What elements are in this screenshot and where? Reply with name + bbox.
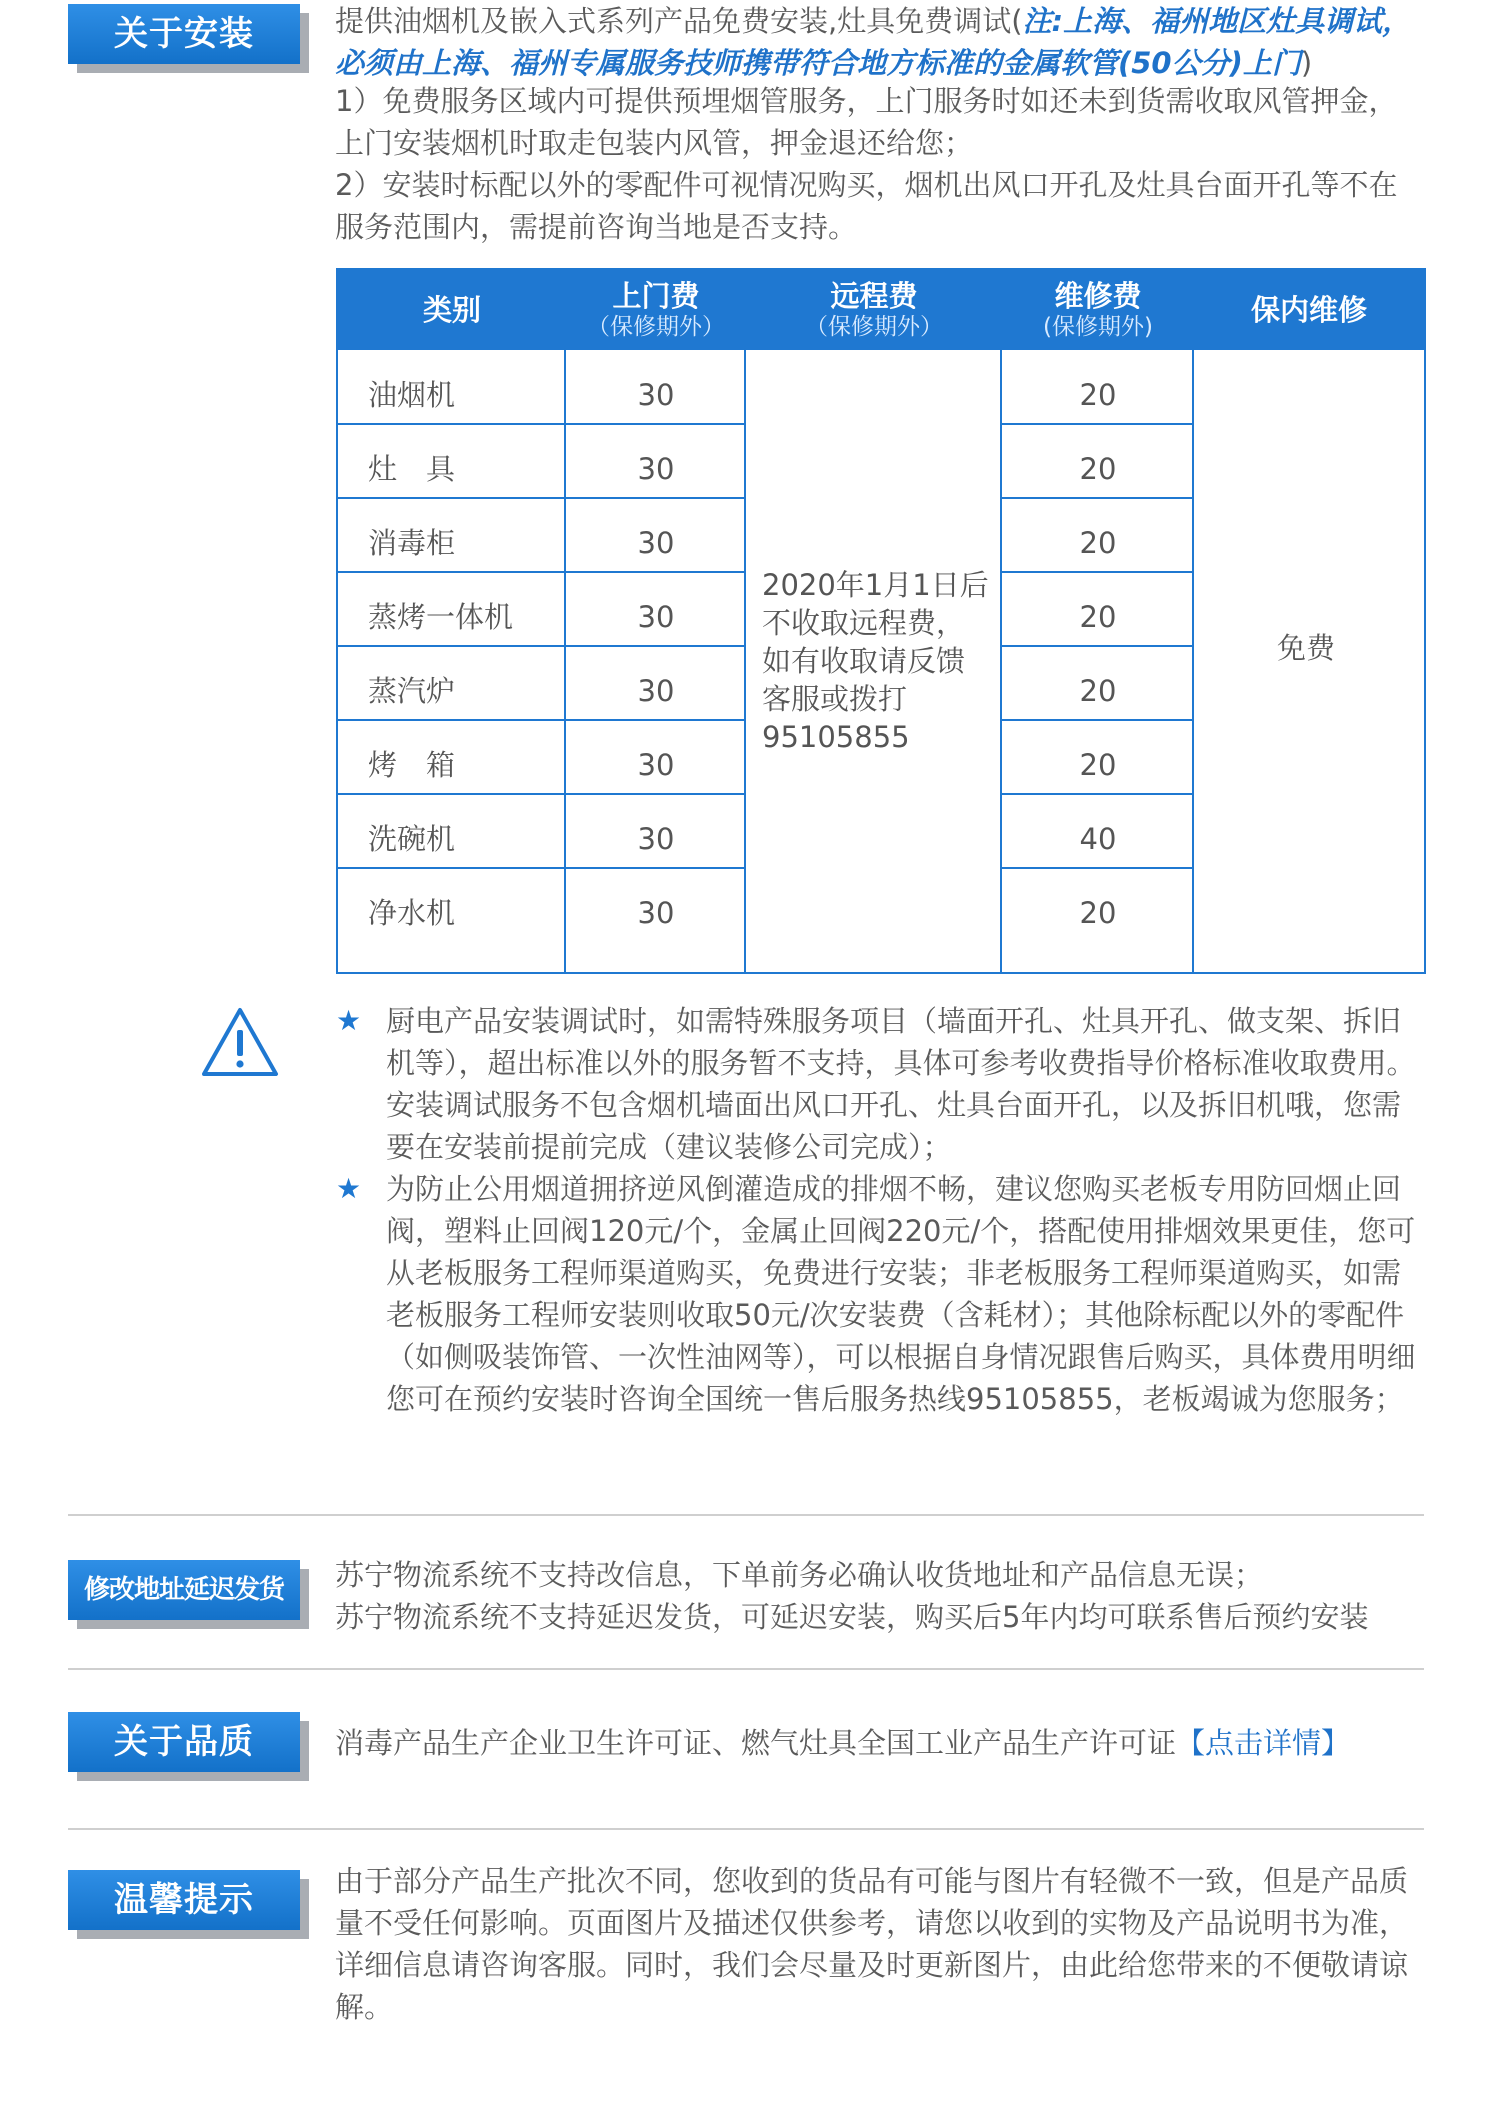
- category-cell: 蒸汽炉: [368, 674, 456, 708]
- note-item: [336, 1000, 1426, 1168]
- install-intro-close: ): [1300, 46, 1313, 80]
- install-intro: [335, 0, 1425, 84]
- visit-fee-cell: 30: [637, 674, 675, 708]
- header-warranty-repair: 保内维修: [1250, 293, 1367, 327]
- category-cell: 油烟机: [368, 378, 456, 412]
- install-intro-highlight: 注:上海、福州地区灶具调试，必须由上海、福州专属服务技师携带符合地方标准的金属软管(50公分)上门: [335, 4, 1412, 80]
- star-bullet-icon: ★: [336, 1172, 362, 1205]
- quality-badge: 关于品质: [68, 1712, 300, 1772]
- visit-fee-cell: 30: [637, 600, 675, 634]
- address-badge: 修改地址延迟发货: [68, 1560, 300, 1620]
- remote-fee-note: 2020年1月1日后不收取远程费，如有收取请反馈客服或拨打95105855: [762, 568, 989, 754]
- address-line-2: 苏宁物流系统不支持延迟发货，可延迟安装，购买后5年内均可联系售后预约安装: [335, 1600, 1369, 1634]
- install-badge: 关于安装: [68, 4, 300, 64]
- visit-fee-cell: 30: [637, 452, 675, 486]
- install-point-1: 1）免费服务区域内可提供预埋烟管服务，上门服务时如还未到货需收取风管押金，上门安装烟机时取走包装内风管，押金退还给您；: [335, 84, 1398, 160]
- section-divider: [68, 1514, 1424, 1516]
- repair-fee-cell: 20: [1079, 378, 1117, 412]
- header-visit-fee: 上门费 （保修期外）: [587, 279, 725, 340]
- visit-fee-cell: 30: [637, 822, 675, 856]
- repair-fee-cell: 20: [1079, 748, 1117, 782]
- note-text: 为防止公用烟道拥挤逆风倒灌造成的排烟不畅，建议您购买老板专用防回烟止回阀，塑料止回阀120元/个，金属止回阀220元/个，搭配使用排烟效果更佳，您可从老板服务工程师渠道购买，免费进行安装；非老板服务工程师渠道购买，如需老板服务工程师安装则收取50元/次安装费（含耗材）；其他除标配以外的零配件（如侧吸装饰管、一次性油网等），可以根据自身情况跟售后购买，具体费用明细您可在预约安装时咨询全国统一售后服务热线95105855，老板竭诚为您服务；: [386, 1172, 1416, 1416]
- header-remote-fee: 远程费 （保修期外）: [805, 279, 943, 340]
- install-point-2: 2）安装时标配以外的零配件可视情况购买，烟机出风口开孔及灶具台面开孔等不在服务范围内，需提前咨询当地是否支持。: [335, 168, 1398, 244]
- install-intro-text: 提供油烟机及嵌入式系列产品免费安装,灶具免费调试(: [335, 4, 1023, 38]
- repair-fee-cell: 20: [1079, 600, 1117, 634]
- visit-fee-cell: 30: [637, 748, 675, 782]
- header-repair-fee: 维修费 (保修期外): [1043, 279, 1153, 340]
- category-cell: 蒸烤一体机: [368, 600, 514, 634]
- note-text: 厨电产品安装调试时，如需特殊服务项目（墙面开孔、灶具开孔、做支架、拆旧机等），超出标准以外的服务暂不支持，具体可参考收费指导价格标准收取费用。安装调试服务不包含烟机墙面出风口开孔、灶具台面开孔，以及拆旧机哦，您需要在安装前提前完成（建议装修公司完成）；: [386, 1004, 1416, 1164]
- repair-fee-cell: 40: [1079, 822, 1117, 856]
- section-divider: [68, 1668, 1424, 1670]
- repair-fee-cell: 20: [1079, 452, 1117, 486]
- visit-fee-cell: 30: [637, 378, 675, 412]
- header-category: 类别: [422, 293, 481, 327]
- category-cell: 消毒柜: [368, 526, 456, 560]
- category-cell: 烤 箱: [368, 748, 456, 782]
- address-line-1: 苏宁物流系统不支持改信息，下单前务必确认收货地址和产品信息无误；: [335, 1558, 1264, 1592]
- quality-text-row: [335, 1722, 1425, 1764]
- star-bullet-icon: ★: [336, 1004, 362, 1037]
- warning-triangle-icon: [200, 1006, 280, 1078]
- category-cell: 净水机: [368, 896, 456, 930]
- repair-fee-cell: 20: [1079, 674, 1117, 708]
- visit-fee-cell: 30: [637, 896, 675, 930]
- quality-text: 消毒产品生产企业卫生许可证、燃气灶具全国工业产品生产许可证: [335, 1726, 1177, 1760]
- fee-table-header: [338, 270, 1424, 350]
- note-item: [336, 1168, 1426, 1420]
- warranty-repair-value: 免费: [1276, 631, 1335, 665]
- quality-details-link[interactable]: 【点击详情】: [1176, 1726, 1351, 1760]
- tips-badge: 温馨提示: [68, 1870, 300, 1930]
- repair-fee-cell: 20: [1079, 896, 1117, 930]
- repair-fee-cell: 20: [1079, 526, 1117, 560]
- visit-fee-cell: 30: [637, 526, 675, 560]
- fee-table: [336, 268, 1426, 974]
- tips-text: 由于部分产品生产批次不同，您收到的货品有可能与图片有轻微不一致，但是产品质量不受任何影响。页面图片及描述仅供参考，请您以收到的实物及产品说明书为准，详细信息请咨询客服。同时，我们会尽量及时更新图片，由此给您带来的不便敬请谅解。: [335, 1864, 1409, 2024]
- category-cell: 洗碗机: [368, 822, 456, 856]
- category-cell: 灶 具: [368, 452, 456, 486]
- section-divider: [68, 1828, 1424, 1830]
